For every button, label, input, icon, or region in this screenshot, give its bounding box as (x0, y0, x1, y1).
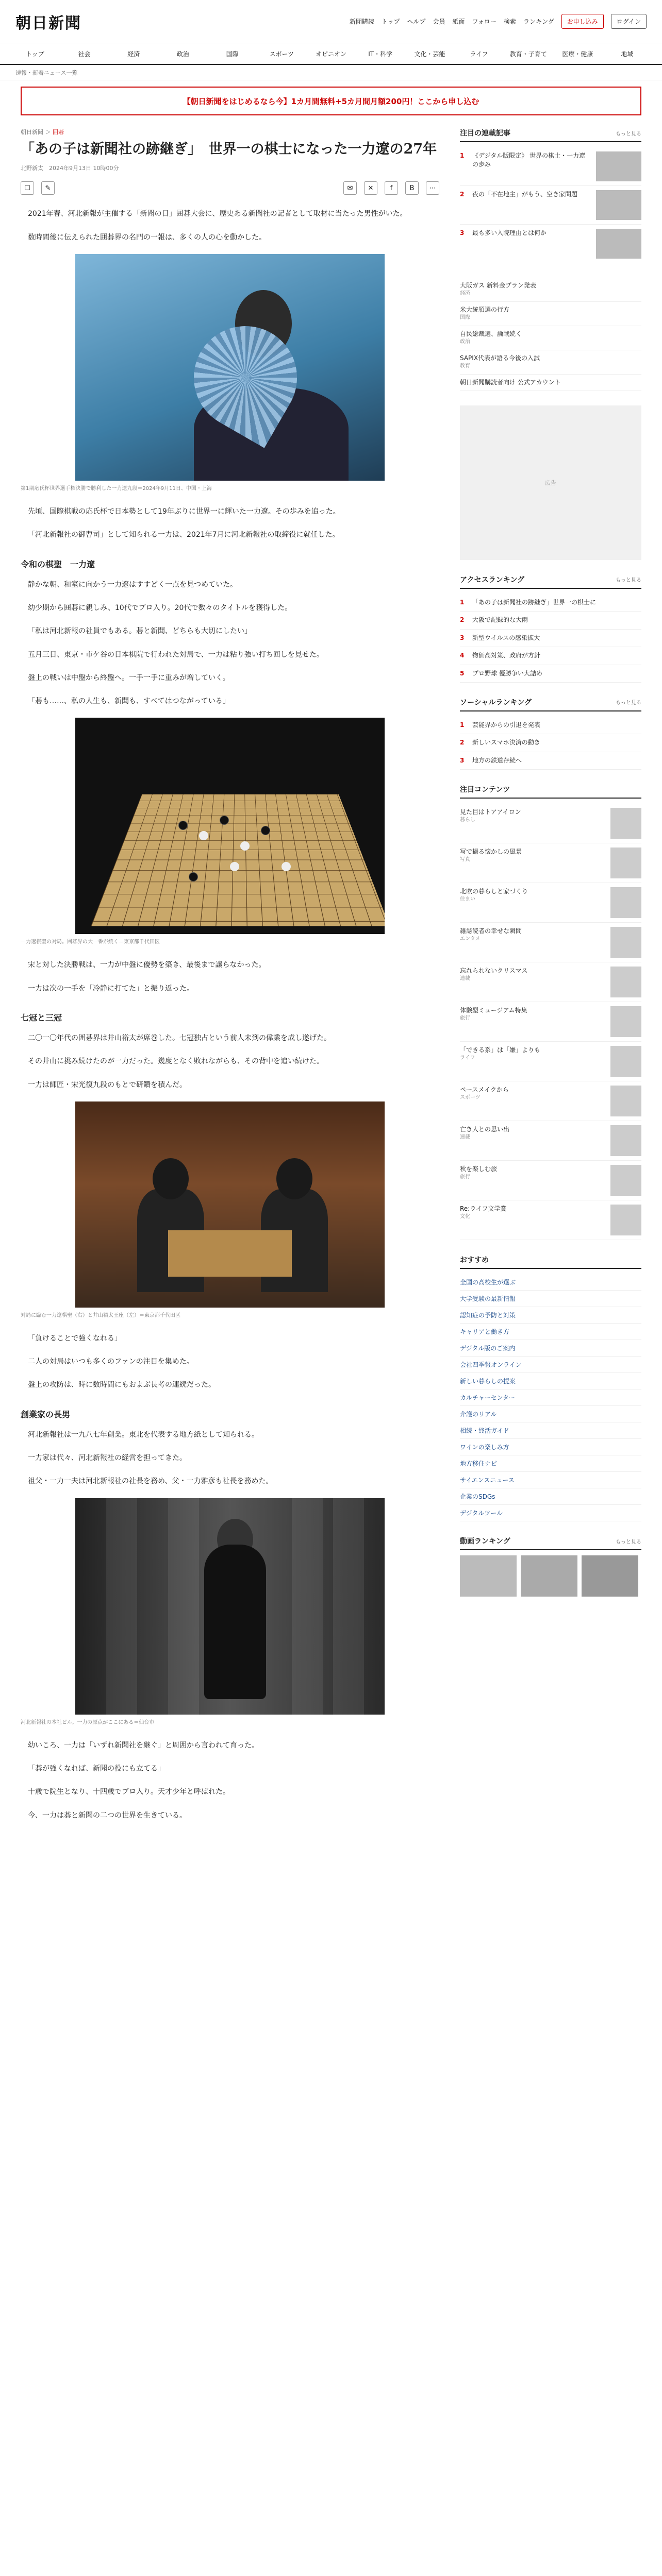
video-thumbnail[interactable] (460, 1555, 517, 1597)
more-link[interactable]: もっと見る (616, 700, 641, 706)
feature-thumbnail (610, 927, 641, 958)
recommended-link[interactable]: 全国の高校生が選ぶ (460, 1274, 641, 1291)
recommended-link[interactable]: 企業のSDGs (460, 1488, 641, 1505)
list-category: 国際 (460, 315, 470, 321)
rank-thumbnail (596, 151, 641, 181)
feature-item[interactable] (460, 1002, 641, 1042)
feature-category: 文化 (460, 1213, 470, 1219)
feature-category: 写真 (460, 856, 470, 862)
rank-thumbnail (596, 229, 641, 259)
promo-banner[interactable]: 【朝日新聞をはじめるなら今】1カ月間無料+5カ月間月額200円！ここから申し込む (21, 87, 641, 115)
photo-go-board (75, 718, 385, 934)
photo-caption: 対局に臨む一力遼棋聖（右）と井山裕太王座（左）＝東京都千代田区 (21, 1312, 180, 1318)
article-paragraph: 河北新報社は一九八七年創業。東北を代表する地方紙として知られる。 (28, 1430, 259, 1439)
article-paragraph: 「私は河北新報の社員でもある。碁と新聞、どちらも大切にしたい」 (28, 627, 252, 636)
list-item[interactable] (460, 375, 641, 391)
sidebar-title: 動画ランキング (460, 1537, 510, 1546)
ranking-item[interactable] (460, 147, 641, 186)
rank-title: 《デジタル版限定》 世界の棋士・一力遼の歩み (472, 152, 586, 168)
sidebar-title: 注目コンテンツ (460, 786, 510, 794)
subscribe-button[interactable]: お申し込み (561, 14, 604, 29)
article-title: 「あの子は新聞社の跡継ぎ」 世界一の棋士になった一力遼の27年 (21, 141, 437, 157)
feature-thumbnail (610, 967, 641, 997)
list-category: 政治 (460, 339, 470, 345)
rank-title: 新型ウイルスの感染拡大 (472, 634, 540, 641)
feature-item[interactable] (460, 962, 641, 1002)
ranking-item[interactable] (460, 647, 641, 665)
rank-thumbnail (596, 190, 641, 220)
login-button[interactable]: ログイン (611, 14, 647, 29)
header-link[interactable]: 紙面 (452, 18, 465, 25)
photo-caption: 河北新報社の本社ビル。一力の原点がここにある＝仙台市 (21, 1719, 155, 1725)
feature-title: 秋を楽しむ旅 (460, 1165, 498, 1173)
recommended-link[interactable]: サイエンスニュース (460, 1472, 641, 1488)
article-paragraph: その井山に挑み続けたのが一力だった。幾度となく敗れながらも、その背中を追い続けた。 (28, 1057, 324, 1066)
rank-title: 地方の鉄道存続へ (472, 756, 522, 764)
rank-number: 3 (460, 634, 465, 641)
feature-thumbnail (610, 887, 641, 918)
feature-item[interactable] (460, 1200, 641, 1240)
nav-item[interactable]: 医療・健康 (562, 50, 593, 58)
feature-item[interactable] (460, 1161, 641, 1200)
recommended-link[interactable]: キャリアと働き方 (460, 1324, 641, 1340)
article-photo[interactable] (21, 254, 439, 481)
rank-number: 2 (460, 616, 465, 624)
feature-title: 見た目はトアアイロン (460, 808, 521, 816)
header-link[interactable]: 検索 (503, 18, 516, 25)
feature-thumbnail (610, 1006, 641, 1037)
rank-number: 3 (460, 229, 465, 236)
site-header (0, 0, 662, 43)
rank-title: 大阪で記録的な大雨 (472, 616, 528, 624)
rank-title: 新しいスマホ決済の動き (472, 739, 540, 747)
article-paragraph: 二〇一〇年代の囲碁界は井山裕太が席巻した。七冠独占という前人未到の偉業を成し遂げた。 (28, 1034, 331, 1042)
feature-title: 北欧の暮らしと家づくり (460, 888, 528, 895)
feature-item[interactable] (460, 1081, 641, 1121)
x-share-icon[interactable]: ✕ (364, 181, 377, 195)
rank-number: 1 (460, 152, 465, 159)
feature-title: 雑誌読者の幸せな瞬間 (460, 927, 522, 935)
article-paragraph: 五月三日、東京・市ケ谷の日本棋院で行われた対局で、一力は粘り強い打ち回しを見せた。 (28, 650, 324, 659)
list-title: 自民総裁選、論戦続く (460, 330, 522, 337)
ranking-item[interactable] (460, 186, 641, 225)
main-nav (0, 43, 662, 65)
header-link[interactable]: フォロー (472, 18, 496, 25)
rank-number: 1 (460, 721, 465, 728)
rank-title: 「あの子は新聞社の跡継ぎ」世界一の棋士に (472, 598, 597, 606)
ranking-item[interactable] (460, 594, 641, 612)
feature-category: 旅行 (460, 1015, 470, 1021)
mail-icon[interactable]: ✉ (343, 181, 357, 195)
rank-title: 最も多い入院理由とは何か (472, 229, 547, 236)
news-list (460, 278, 641, 391)
feature-title: Re:ライフ文学賞 (460, 1205, 507, 1213)
feature-title: ペースメイクから (460, 1086, 509, 1094)
news-ticker[interactable]: 速報・新着ニュース一覧 (0, 65, 662, 80)
video-thumbnail[interactable] (582, 1555, 638, 1597)
feature-thumbnail (610, 848, 641, 878)
social-ranking (460, 697, 641, 770)
article-paragraph: 一力は師匠・宋光復九段のもとで研鑽を積んだ。 (28, 1080, 187, 1089)
recommended-link[interactable]: カルチャーセンター (460, 1389, 641, 1406)
feature-item[interactable] (460, 1121, 641, 1161)
more-share-icon[interactable]: ⋯ (426, 181, 439, 195)
feature-thumbnail (610, 808, 641, 839)
article-paragraph: 二人の対局はいつも多くのファンの注目を集めた。 (28, 1358, 194, 1366)
feature-thumbnail (610, 1125, 641, 1156)
more-link[interactable]: もっと見る (616, 578, 641, 584)
list-title: 大阪ガス 新料金プラン発表 (460, 282, 536, 289)
list-item[interactable] (460, 326, 641, 350)
list-category: 教育 (460, 363, 470, 369)
header-links (350, 14, 647, 29)
recommended-link[interactable]: 大学受験の最新情報 (460, 1291, 641, 1307)
rank-number: 5 (460, 669, 465, 677)
feature-thumbnail (610, 1165, 641, 1196)
header-link[interactable]: トップ (381, 18, 400, 25)
feature-item[interactable] (460, 1042, 641, 1081)
section-heading: 令和の棋聖 一力遼 (21, 559, 95, 569)
article-paragraph: 静かな朝、和室に向かう一力遼はすすどく一点を見つめていた。 (28, 580, 238, 589)
ranking-item[interactable] (460, 225, 641, 263)
photo-caption: 一力遼棋聖の対局。囲碁界の大一番が続く＝東京都千代田区 (21, 939, 160, 945)
rank-number: 2 (460, 191, 465, 198)
ranking-item[interactable] (460, 717, 641, 734)
featured-content (460, 784, 641, 1240)
article-paragraph: 幼少期から囲碁に親しみ、10代でプロ入り。20代で数々のタイトルを獲得した。 (28, 603, 292, 612)
ranking-item[interactable] (460, 752, 641, 770)
list-title: 朝日新聞購読者向け 公式アカウント (460, 378, 561, 386)
breadcrumb-org[interactable]: 朝日新聞 (21, 129, 43, 135)
rank-title: 物価高対策、政府が方針 (472, 652, 541, 659)
recommended-link[interactable]: デジタル版のご案内 (460, 1340, 641, 1357)
recommended-link[interactable]: ワインの楽しみ方 (460, 1439, 641, 1455)
rank-title: 芸能界からの引退を発表 (472, 721, 541, 728)
section-heading: 創業家の長男 (21, 1409, 71, 1419)
article-paragraph: 幼いころ、一力は「いずれ新聞社を継ぐ」と周囲から言われて育った。 (28, 1741, 259, 1750)
video-ranking (460, 1536, 641, 1597)
feature-category: 連載 (460, 975, 470, 981)
comment-icon[interactable]: ✎ (41, 181, 55, 195)
feature-category: 住まい (460, 896, 475, 902)
article-paragraph: 「河北新報社の御曹司」として知られる一力は、2021年7月に河北新報社の取締役に就任した。 (28, 531, 340, 539)
list-title: 米大統領選の行方 (460, 306, 510, 313)
feature-title: 写で撮る懐かしの風景 (460, 848, 522, 856)
share-bar (21, 181, 439, 195)
ranking-item[interactable] (460, 734, 641, 752)
article-paragraph: 祖父・一力一夫は河北新報社の社長を務め、父・一力雅彦も社長を務めた。 (28, 1477, 273, 1486)
feature-thumbnail (610, 1205, 641, 1235)
feature-category: 暮らし (460, 817, 475, 823)
photo-match-room (75, 1101, 385, 1308)
list-item[interactable] (460, 350, 641, 375)
nav-item[interactable]: 社会 (78, 50, 91, 58)
nav-item[interactable]: スポーツ (269, 50, 294, 58)
nav-item[interactable]: 教育・子育て (509, 50, 547, 58)
nav-item[interactable]: 地域 (621, 50, 634, 58)
article-paragraph: 「負けることで強くなれる」 (28, 1334, 122, 1343)
facebook-share-icon[interactable]: f (385, 181, 398, 195)
bookmark-icon[interactable]: ☐ (21, 181, 34, 195)
feature-item[interactable] (460, 804, 641, 843)
article-paragraph: 「碁が強くなれば、新聞の役にも立てる」 (28, 1764, 165, 1773)
breadcrumb-category[interactable]: 囲碁 (53, 129, 64, 135)
nav-item[interactable]: オピニオン (315, 50, 346, 58)
feature-item[interactable] (460, 843, 641, 883)
rank-title: プロ野球 優勝争い大詰め (472, 669, 542, 677)
article-paragraph: 一力は次の一手を「冷静に打てた」と振り返った。 (28, 984, 194, 993)
recommended-link[interactable]: 地方移住ナビ (460, 1455, 641, 1472)
list-item[interactable] (460, 302, 641, 326)
nav-item[interactable]: 政治 (176, 50, 189, 58)
feature-category: エンタメ (460, 936, 481, 942)
sidebar-title: ソーシャルランキング (460, 698, 532, 707)
article-paragraph: 盤上の戦いは中盤から終盤へ。一手一手に重みが増していく。 (28, 673, 230, 682)
header-link[interactable]: 新聞購読 (349, 18, 374, 25)
featured-ranking (460, 128, 641, 263)
section-heading: 七冠と三冠 (21, 1013, 62, 1023)
recommended-link[interactable]: デジタルツール (460, 1505, 641, 1521)
feature-thumbnail (610, 1086, 641, 1116)
feature-title: 忘れられないクリスマス (460, 967, 528, 975)
article-paragraph: 盤上の攻防は、時に数時間にもおよぶ長考の連続だった。 (28, 1381, 216, 1389)
recommended-links (460, 1255, 641, 1521)
rank-number: 3 (460, 756, 465, 764)
sidebar-title: 注目の連載記事 (460, 129, 510, 138)
nav-item[interactable]: 経済 (127, 50, 140, 58)
feature-title: 「できる系」は「嫌」よりも (460, 1046, 541, 1054)
feature-category: ライフ (460, 1055, 475, 1061)
rank-number: 2 (460, 739, 465, 747)
feature-category: 連載 (460, 1134, 470, 1140)
article-paragraph: 数時間後に伝えられた囲碁界の名門の一報は、多くの人の心を動かした。 (28, 233, 266, 242)
article-paragraph: 一力家は代々、河北新報社の経営を担ってきた。 (28, 1454, 187, 1463)
article-photo[interactable] (21, 718, 439, 934)
rank-title: 夜の「不在地主」がもう、空き家問題 (472, 191, 578, 198)
photo-building (75, 1498, 385, 1715)
more-link[interactable]: もっと見る (616, 131, 641, 137)
ranking-item[interactable] (460, 630, 641, 647)
article-photo[interactable] (21, 1101, 439, 1308)
hatena-share-icon[interactable]: B (405, 181, 419, 195)
article-photo[interactable] (21, 1498, 439, 1715)
breadcrumb: 朝日新聞 ＞ 囲碁 (21, 129, 64, 135)
more-link[interactable]: もっと見る (616, 1539, 641, 1545)
rank-number: 1 (460, 598, 465, 606)
article-paragraph: 十歳で院生となり、十四歳でプロ入り。天才少年と呼ばれた。 (28, 1788, 230, 1797)
video-thumbnail[interactable] (521, 1555, 577, 1597)
nav-item[interactable]: 国際 (226, 50, 239, 58)
sidebar (460, 128, 641, 1832)
sidebar-title: おすすめ (460, 1256, 489, 1265)
site-logo[interactable]: 朝日新聞 (15, 14, 81, 32)
feature-title: 体験型ミュージアム特集 (460, 1007, 527, 1014)
article-byline: 北野新太 2024年9月13日 10時00分 (21, 165, 119, 172)
list-item[interactable] (460, 278, 641, 302)
recommended-link[interactable]: 介護のリアル (460, 1406, 641, 1422)
sidebar-ad[interactable]: 広告 (460, 405, 641, 560)
feature-title: 亡き人との思い出 (460, 1126, 510, 1133)
article-paragraph: 今、一力は碁と新聞の二つの世界を生きている。 (28, 1811, 187, 1820)
recommended-link[interactable]: 会社四季報オンライン (460, 1357, 641, 1373)
ranking-item[interactable] (460, 665, 641, 683)
feature-item[interactable] (460, 923, 641, 962)
nav-item[interactable]: ライフ (470, 50, 488, 58)
recommended-link[interactable]: 認知症の予防と対策 (460, 1307, 641, 1324)
photo-player-with-fan (75, 254, 385, 481)
feature-category: スポーツ (460, 1094, 481, 1100)
header-link[interactable]: 会員 (433, 18, 445, 25)
article-paragraph: 先頃、国際棋戦の応氏杯で日本勢として19年ぶりに世界一に輝いた一力遼。その歩みを追った。 (28, 507, 340, 516)
access-ranking (460, 574, 641, 683)
header-link[interactable]: ランキング (523, 18, 554, 25)
feature-category: 旅行 (460, 1174, 470, 1180)
recommended-link[interactable]: 相続・終活ガイド (460, 1422, 641, 1439)
photo-caption: 第1期応氏杯世界選手権決勝で勝利した一力遼九段＝2024年9月11日、中国・上海 (21, 486, 212, 492)
article-paragraph: 「碁も……、私の人生も、新聞も、すべてはつながっている」 (28, 697, 230, 706)
nav-item[interactable]: 文化・芸能 (414, 50, 445, 58)
list-title: SAPIX代表が語る今後の入試 (460, 354, 540, 362)
nav-item[interactable]: トップ (26, 50, 44, 58)
article-paragraph: 宋と対した決勝戦は、一力が中盤に優勢を築き、最後まで譲らなかった。 (28, 961, 266, 970)
article (21, 128, 439, 1832)
list-category: 経済 (460, 291, 470, 297)
article-paragraph: 2021年春、河北新報が主催する「新聞の日」囲碁大会に、歴史ある新聞社の記者として取材に当たった男性がいた。 (28, 210, 407, 218)
nav-item[interactable]: IT・科学 (368, 50, 393, 58)
header-link[interactable]: ヘルプ (407, 18, 426, 25)
ranking-item[interactable] (460, 612, 641, 629)
sidebar-title: アクセスランキング (460, 575, 525, 584)
feature-thumbnail (610, 1046, 641, 1077)
recommended-link[interactable]: 新しい暮らしの提案 (460, 1373, 641, 1389)
feature-item[interactable] (460, 883, 641, 923)
rank-number: 4 (460, 652, 465, 659)
